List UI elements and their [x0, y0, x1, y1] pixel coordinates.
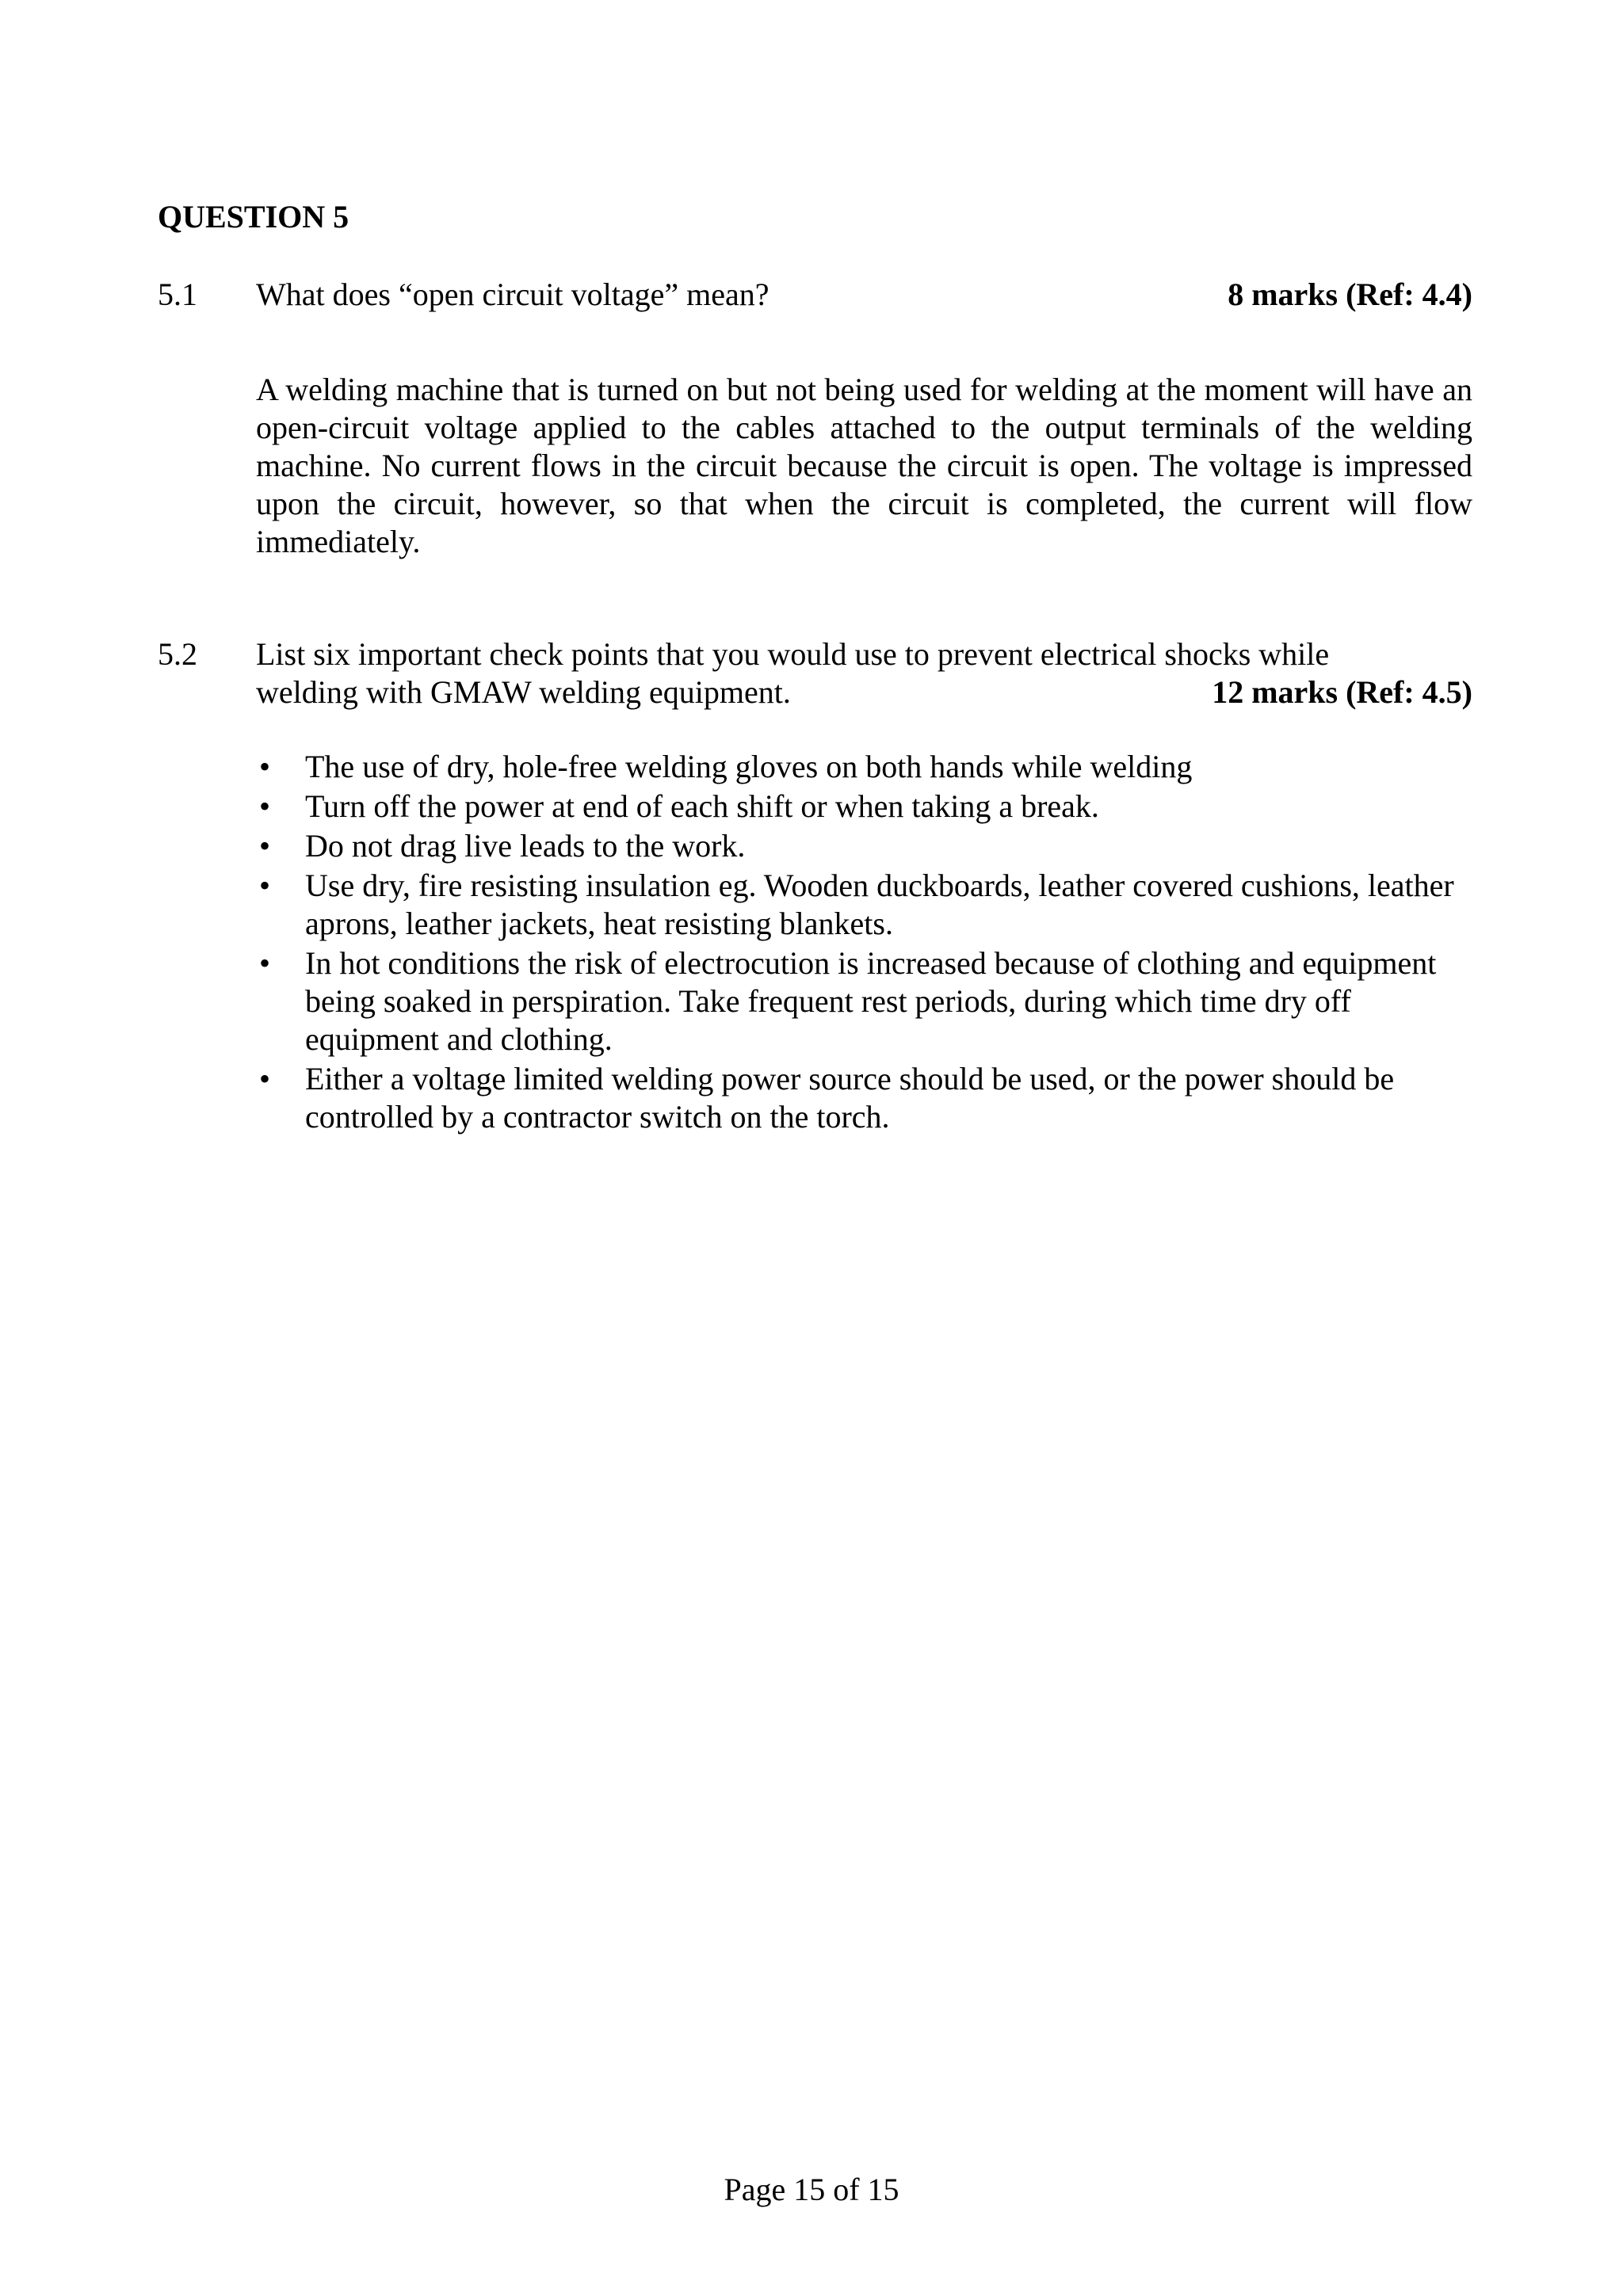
- list-item: [256, 788, 1472, 826]
- marks-5-1: 8 marks (Ref: 4.4): [1228, 277, 1472, 312]
- list-item-text: The use of dry, hole-free welding gloves on both hands while welding: [305, 749, 1193, 784]
- list-item: [256, 827, 1472, 865]
- question-heading: QUESTION 5: [158, 199, 349, 235]
- bullet-icon: •: [259, 828, 271, 864]
- page-number: Page 15 of 15: [724, 2172, 899, 2207]
- bullet-icon: •: [259, 868, 271, 903]
- list-item: [256, 1060, 1472, 1136]
- list-item-text: Either a voltage limited welding power source should be used, or the power should be controlled by a contractor switch on the torch.: [305, 1061, 1395, 1135]
- list-item: [256, 748, 1472, 786]
- bullet-icon: •: [259, 788, 271, 824]
- list-item: [256, 867, 1472, 943]
- checkpoint-list: [256, 748, 1472, 1138]
- bullet-icon: •: [259, 749, 271, 784]
- question-text-5-1: What does “open circuit voltage” mean?: [256, 277, 769, 312]
- question-number-5-2: 5.2: [158, 636, 197, 672]
- list-item-text: Do not drag live leads to the work.: [305, 828, 746, 864]
- question-text-5-2-line2: welding with GMAW welding equipment.: [256, 674, 791, 710]
- list-item-text: Turn off the power at end of each shift or when taking a break.: [305, 788, 1099, 824]
- list-item-text: Use dry, fire resisting insulation eg. Wooden duckboards, leather covered cushions, leather aprons, leather jackets, heat resisting blankets.: [305, 868, 1454, 941]
- list-item-text: In hot conditions the risk of electrocution is increased because of clothing and equipment being soaked in perspiration. Take frequent rest periods, during which time dry off equipment and clothing.: [305, 945, 1437, 1057]
- marks-5-2: 12 marks (Ref: 4.5): [1212, 674, 1472, 710]
- answer-5-1: A welding machine that is turned on but not being used for welding at the moment will have an open-circuit voltage applied to the cables attached to the output terminals of the welding machine. No current flows in the circuit because the circuit is open. The voltage is impressed upon the circuit, however, so that when the circuit is completed, the current will flow immediately.: [256, 372, 1472, 559]
- list-item: [256, 944, 1472, 1058]
- bullet-icon: •: [259, 945, 271, 981]
- question-number-5-1: 5.1: [158, 277, 197, 312]
- bullet-icon: •: [259, 1061, 271, 1097]
- question-text-5-2-line1: List six important check points that you would use to prevent electrical shocks while: [256, 636, 1330, 672]
